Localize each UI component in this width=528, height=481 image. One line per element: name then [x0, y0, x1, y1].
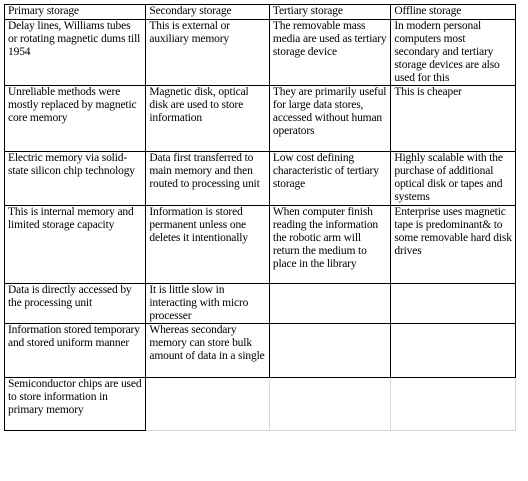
table-cell: Whereas secondary memory can store bulk amount of data in a single: [146, 324, 270, 378]
table-cell: Information is stored permanent unless one deletes it intentionally: [146, 206, 270, 284]
table-cell: They are primarily useful for large data stores, accessed without human operators: [269, 86, 390, 152]
table-row: [5, 152, 516, 206]
table-cell: Unreliable methods were mostly replaced by magnetic core memory: [5, 86, 146, 152]
table-cell: [391, 324, 516, 378]
table-row: [5, 86, 516, 152]
table-cell: When computer finish reading the information the robotic arm will return the medium to place in the library: [269, 206, 390, 284]
table-cell: Semiconductor chips are used to store information in primary memory: [5, 378, 146, 431]
table-cell-empty: [269, 378, 390, 431]
table-cell-empty: [146, 378, 270, 431]
table-cell: [269, 284, 390, 324]
header-primary-storage: Primary storage: [5, 5, 146, 20]
table-row: [5, 206, 516, 284]
table-cell: Enterprise uses magnetic tape is predominant& to some removable hard disk drives: [391, 206, 516, 284]
table-cell: Information stored temporary and stored uniform manner: [5, 324, 146, 378]
table-cell: [391, 284, 516, 324]
table-cell: The removable mass media are used as tertiary storage device: [269, 20, 390, 86]
table-cell: It is little slow in interacting with micro processer: [146, 284, 270, 324]
table-cell: This is internal memory and limited storage capacity: [5, 206, 146, 284]
table-cell-empty: [391, 378, 516, 431]
table-cell: Highly scalable with the purchase of additional optical disk or tapes and systems: [391, 152, 516, 206]
table-cell: Data first transferred to main memory and then routed to processing unit: [146, 152, 270, 206]
header-offline-storage: Offline storage: [391, 5, 516, 20]
table-row: [5, 378, 516, 431]
header-secondary-storage: Secondary storage: [146, 5, 270, 20]
table-cell: This is cheaper: [391, 86, 516, 152]
table-row: [5, 20, 516, 86]
table-cell: Data is directly accessed by the processing unit: [5, 284, 146, 324]
table-cell: [269, 324, 390, 378]
storage-comparison-table: [4, 4, 516, 431]
table-row: [5, 284, 516, 324]
table-cell: In modern personal computers most secondary and tertiary storage devices are also used for this: [391, 20, 516, 86]
table-cell: Delay lines, Williams tubes or rotating magnetic dums till 1954: [5, 20, 146, 86]
header-tertiary-storage: Tertiary storage: [269, 5, 390, 20]
table-cell: This is external or auxiliary memory: [146, 20, 270, 86]
header-row: [5, 5, 516, 20]
table-cell: Low cost defining characteristic of tertiary storage: [269, 152, 390, 206]
table-cell: Electric memory via solid-state silicon chip technology: [5, 152, 146, 206]
table-row: [5, 324, 516, 378]
table-cell: Magnetic disk, optical disk are used to store information: [146, 86, 270, 152]
